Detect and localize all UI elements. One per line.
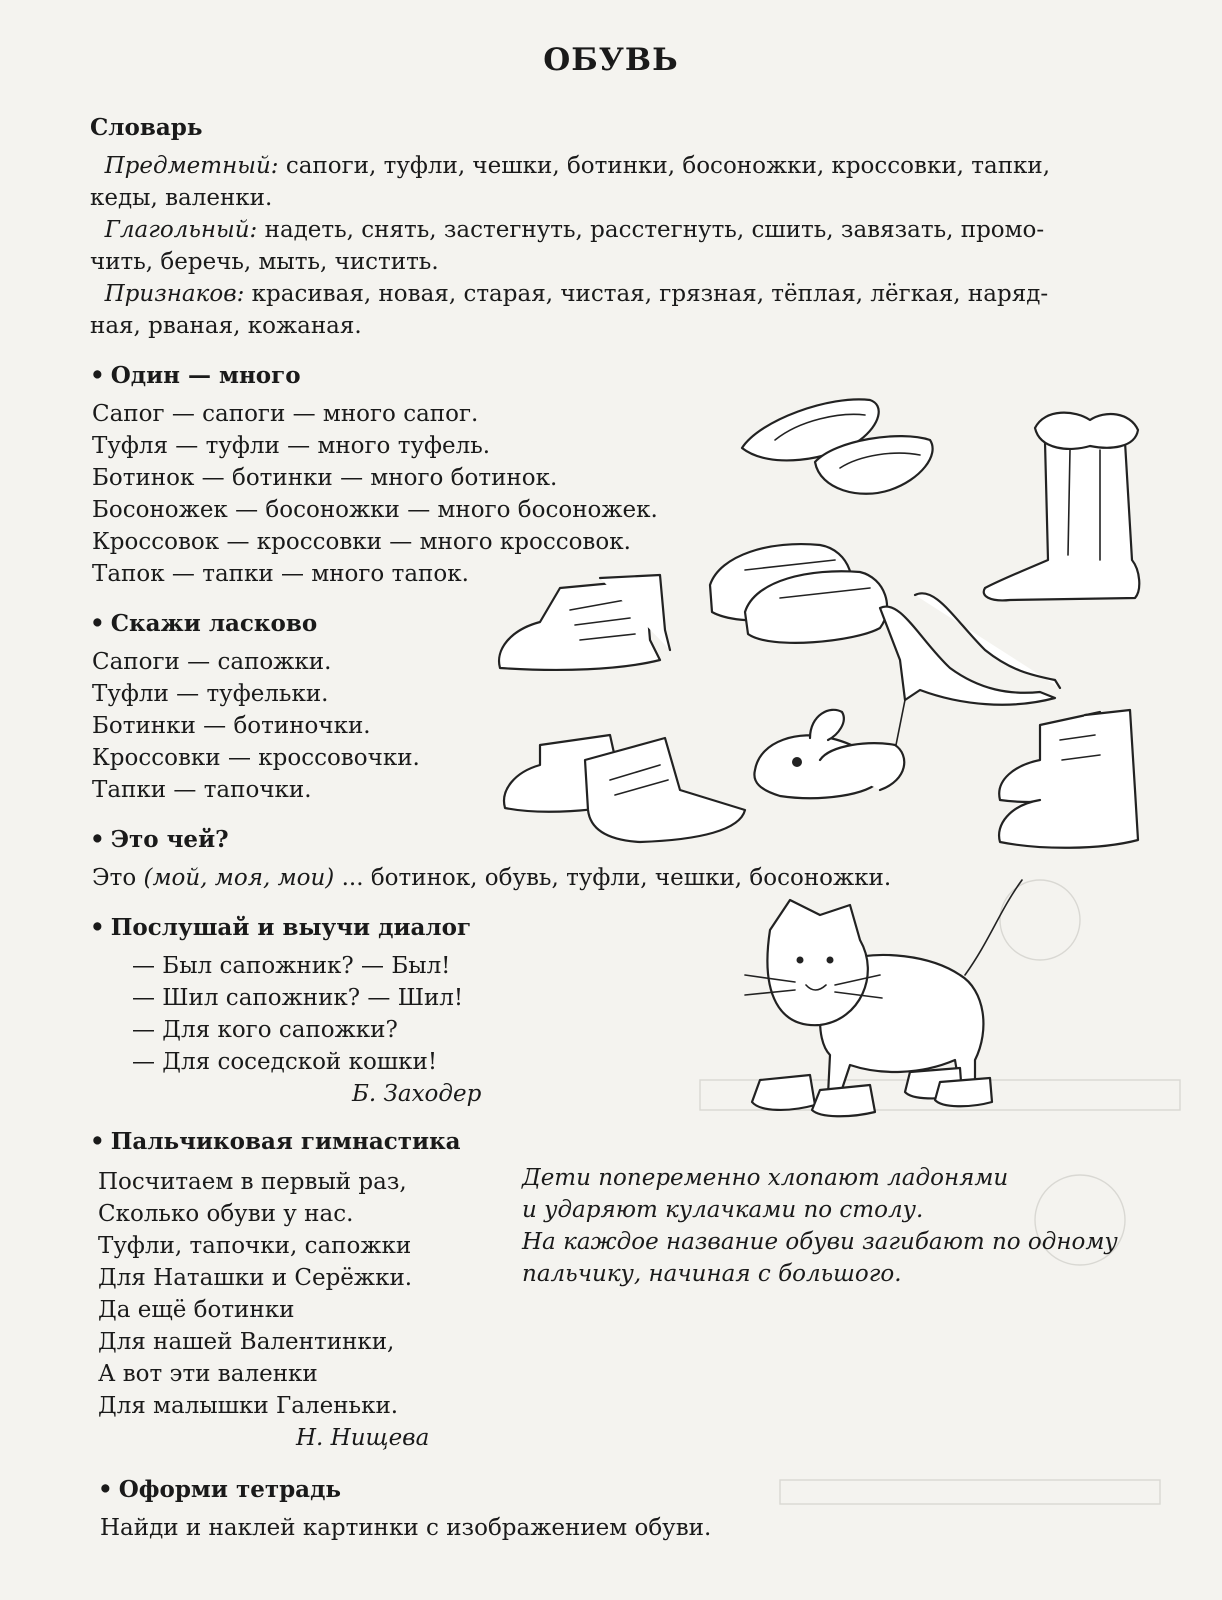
notebook-instruction: Найди и наклей картинки с изображением обуви. [100, 1515, 712, 1541]
object-words-2: кеды, валенки. [90, 185, 273, 211]
finger-heading: • Пальчиковая гимнастика [90, 1128, 461, 1155]
boots-image [499, 575, 670, 670]
dialog-line: — Был сапожник? — Был! [132, 953, 451, 979]
instruction-line: пальчику, начиная с большого. [522, 1261, 902, 1287]
attr-words-2: ная, рваная, кожаная. [90, 313, 362, 339]
whose-rest: ... ботинок, обувь, туфли, чешки, босоножки. [334, 865, 892, 891]
dialog-line: — Шил сапожник? — Шил! [132, 985, 464, 1011]
whose-prefix: Это [92, 865, 144, 891]
ballet-flats-image [742, 399, 933, 493]
list-item: Кроссовки — кроссовочки. [92, 745, 420, 771]
notebook-heading: • Оформи тетрадь [98, 1476, 341, 1503]
object-words-1: сапоги, туфли, чешки, ботинки, босоножки, кроссовки, тапки, [278, 153, 1051, 179]
poem-line: Да ещё ботинки [98, 1297, 295, 1323]
poem-line: Для Наташки и Серёжки. [98, 1265, 413, 1291]
dialog-author: Б. Заходер [352, 1081, 482, 1107]
tender-heading: • Скажи ласково [90, 610, 317, 637]
verb-words-2: чить, беречь, мыть, чистить. [90, 249, 439, 275]
poem-line: Для нашей Валентинки, [98, 1329, 395, 1355]
poem-line: Туфли, тапочки, сапожки [98, 1233, 412, 1259]
vocabulary-heading: Словарь [90, 114, 203, 141]
list-item: Сапог — сапоги — много сапог. [92, 401, 479, 427]
verb-words-1: надеть, снять, застегнуть, расстегнуть, сшить, завязать, промо- [257, 217, 1045, 243]
poem-line: Посчитаем в первый раз, [98, 1169, 407, 1195]
instruction-line: Дети попеременно хлопают ладонями [522, 1165, 1009, 1191]
instruction-line: и ударяют кулачками по столу. [522, 1197, 924, 1223]
object-label: Предметный: [104, 153, 279, 179]
list-item: Туфля — туфли — много туфель. [92, 433, 491, 459]
cat-in-boots-image [745, 880, 1022, 1116]
whose-options: (мой, моя, мои) [143, 865, 335, 891]
list-item: Ботинки — ботиночки. [92, 713, 371, 739]
list-item: Ботинок — ботинки — много ботинок. [92, 465, 558, 491]
list-item: Сапоги — сапожки. [92, 649, 332, 675]
one-many-heading: • Один — много [90, 362, 301, 389]
list-item: Босоножек — босоножки — много босоножек. [92, 497, 658, 523]
poem-line: Для малышки Галеньки. [98, 1393, 399, 1419]
dialog-heading: • Послушай и выучи диалог [90, 914, 471, 941]
sneakers-image [504, 735, 745, 842]
page-title: ОБУВЬ [543, 42, 679, 78]
list-item: Туфли — туфельки. [92, 681, 329, 707]
instruction-line: На каждое название обуви загибают по одному [522, 1229, 1118, 1255]
list-item: Тапок — тапки — много тапок. [92, 561, 469, 587]
poem-line: А вот эти валенки [98, 1361, 318, 1387]
attr-label: Признаков: [104, 281, 245, 307]
bunny-slippers-image [754, 710, 904, 798]
high-top-boots-image [999, 710, 1138, 848]
dialog-line: — Для кого сапожки? [132, 1017, 398, 1043]
poem-line: Сколько обуви у нас. [98, 1201, 354, 1227]
verb-label: Глагольный: [104, 217, 258, 243]
fur-boot-image [984, 413, 1140, 601]
dialog-line: — Для соседской кошки! [132, 1049, 438, 1075]
mary-jane-shoes-image [710, 544, 887, 643]
whose-heading: • Это чей? [90, 826, 229, 853]
high-heels-image [880, 593, 1060, 745]
attr-words-1: красивая, новая, старая, чистая, грязная, тёплая, лёгкая, наряд- [244, 281, 1049, 307]
list-item: Кроссовок — кроссовки — много кроссовок. [92, 529, 631, 555]
finger-author: Н. Нищева [296, 1425, 430, 1451]
list-item: Тапки — тапочки. [92, 777, 312, 803]
